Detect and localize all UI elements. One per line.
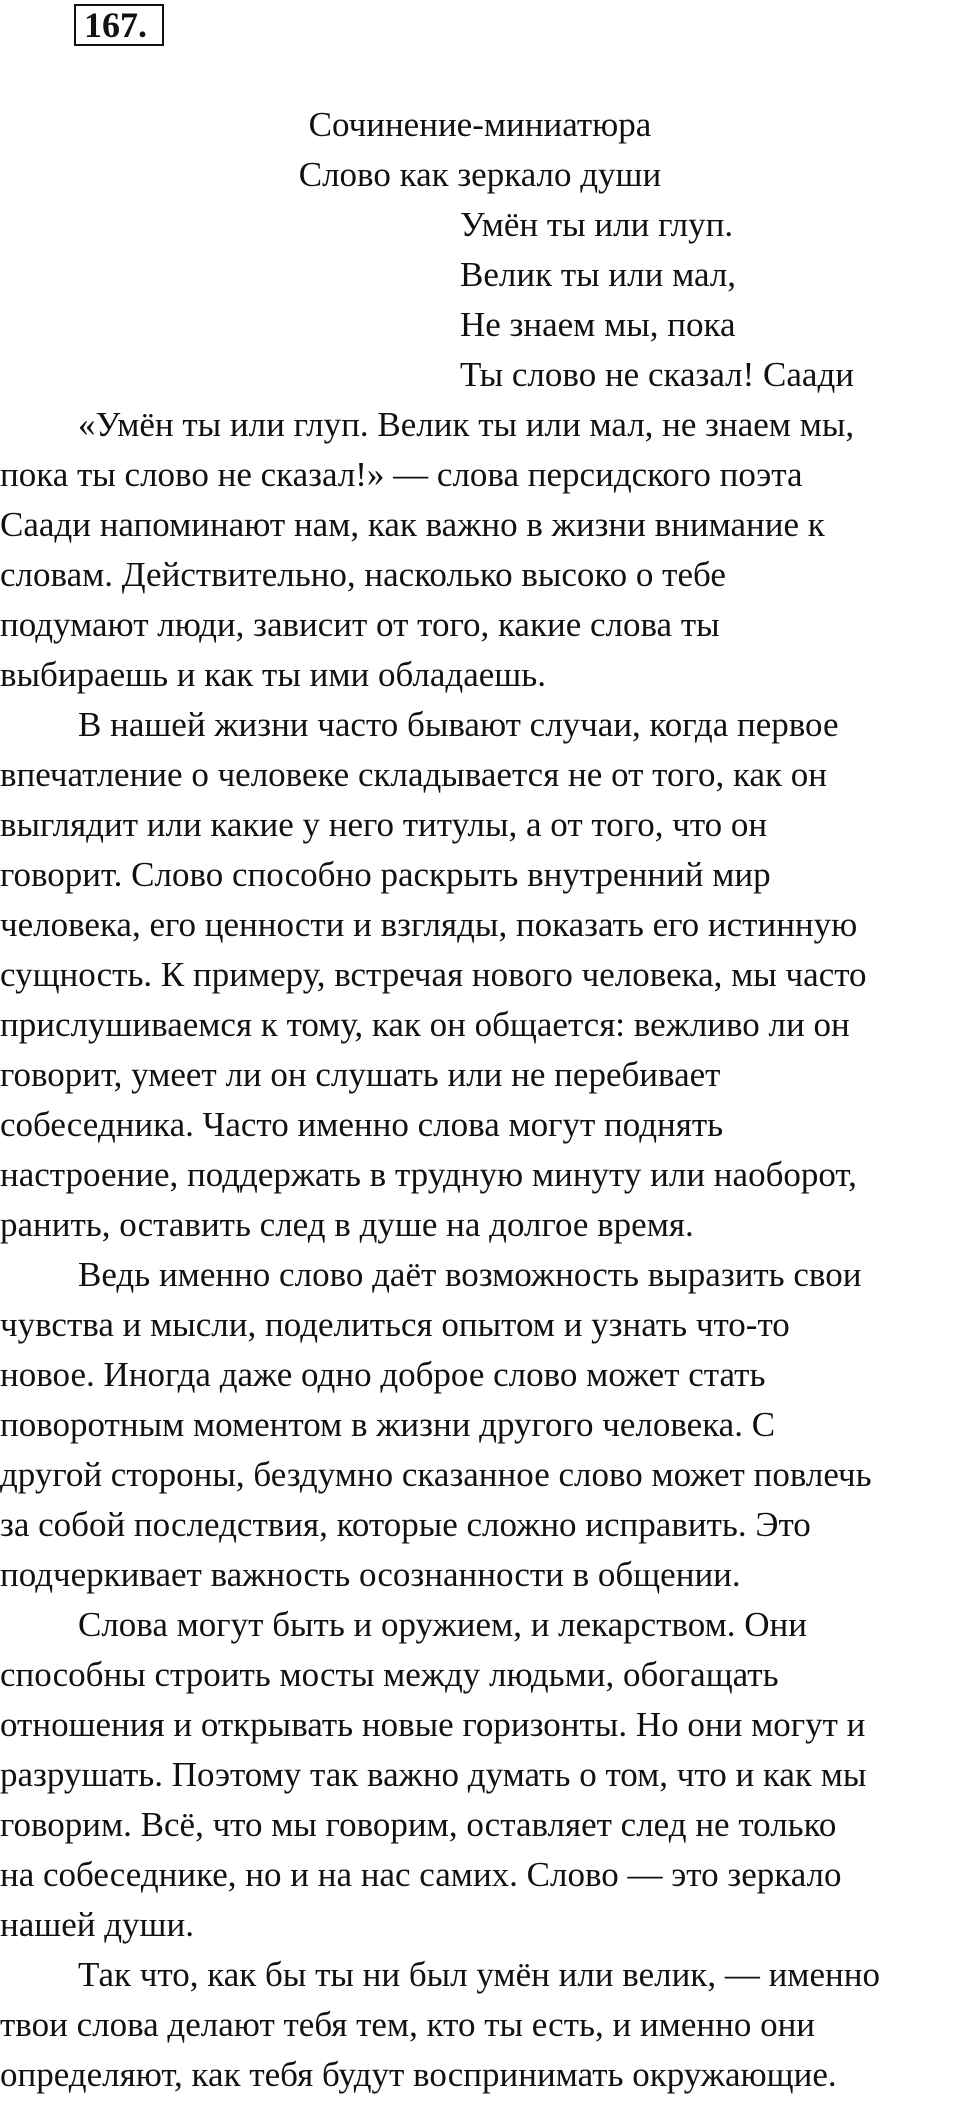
essay-title: Слово как зеркало души bbox=[298, 155, 662, 194]
paragraph-5 bbox=[0, 1950, 960, 2100]
paragraph-2 bbox=[0, 700, 960, 1250]
essay-genre: Сочинение-миниатюра bbox=[308, 105, 652, 144]
text-line: поворотным моментом в жизни другого человека. С bbox=[0, 1405, 776, 1444]
epigraph-line: Не знаем мы, пока bbox=[460, 305, 736, 344]
text-line: способны строить мосты между людьми, обогащать bbox=[0, 1655, 779, 1694]
text-line: говорит, умеет ли он слушать или не перебивает bbox=[0, 1055, 721, 1094]
text-line: отношения и открывать новые горизонты. Но они могут и bbox=[0, 1705, 866, 1744]
text-line: ранить, оставить след в душе на долгое время. bbox=[0, 1205, 694, 1244]
text-line: впечатление о человеке складывается не от того, как он bbox=[0, 755, 827, 794]
text-line: говорим. Всё, что мы говорим, оставляет след не только bbox=[0, 1805, 837, 1844]
text-line: подумают люди, зависит от того, какие слова ты bbox=[0, 605, 720, 644]
text-line: новое. Иногда даже одно доброе слово может стать bbox=[0, 1355, 766, 1394]
text-line: настроение, поддержать в трудную минуту или наоборот, bbox=[0, 1155, 857, 1194]
text-line: пока ты слово не сказал!» — слова персидского поэта bbox=[0, 455, 803, 494]
text-line: «Умён ты или глуп. Велик ты или мал, не знаем мы, bbox=[78, 405, 855, 444]
text-line: человека, его ценности и взгляды, показать его истинную bbox=[0, 905, 858, 944]
text-line: за собой последствия, которые сложно исправить. Это bbox=[0, 1505, 811, 1544]
essay-body bbox=[0, 400, 960, 2100]
text-line: выглядит или какие у него титулы, а от того, что он bbox=[0, 805, 768, 844]
epigraph bbox=[460, 200, 854, 400]
paragraph-1 bbox=[0, 400, 960, 700]
text-line: определяют, как тебя будут воспринимать окружающие. bbox=[0, 2055, 837, 2094]
text-line: другой стороны, бездумно сказанное слово может повлечь bbox=[0, 1455, 872, 1494]
text-line: нашей души. bbox=[0, 1905, 194, 1944]
text-line: В нашей жизни часто бывают случаи, когда первое bbox=[78, 705, 839, 744]
text-line: говорит. Слово способно раскрыть внутренний мир bbox=[0, 855, 771, 894]
text-line: чувства и мысли, поделиться опытом и узнать что-то bbox=[0, 1305, 790, 1344]
text-line: словам. Действительно, насколько высоко о тебе bbox=[0, 555, 726, 594]
text-line: разрушать. Поэтому так важно думать о том, что и как мы bbox=[0, 1755, 867, 1794]
epigraph-line: Ты слово не сказал! Саади bbox=[460, 355, 854, 394]
text-line: Так что, как бы ты ни был умён или велик, — именно bbox=[78, 1955, 880, 1994]
text-line: Слова могут быть и оружием, и лекарством. Они bbox=[78, 1605, 808, 1644]
epigraph-line: Велик ты или мал, bbox=[460, 255, 737, 294]
text-line: собеседника. Часто именно слова могут поднять bbox=[0, 1105, 724, 1144]
text-line: подчеркивает важность осознанности в общении. bbox=[0, 1555, 741, 1594]
task-number: 167. bbox=[84, 5, 147, 45]
task-number-box bbox=[74, 4, 164, 46]
text-line: прислушиваемся к тому, как он общается: вежливо ли он bbox=[0, 1005, 850, 1044]
essay-heading bbox=[0, 100, 960, 200]
paragraph-3 bbox=[0, 1250, 960, 1600]
text-line: сущность. К примеру, встречая нового человека, мы часто bbox=[0, 955, 867, 994]
text-line: твои слова делают тебя тем, кто ты есть, и именно они bbox=[0, 2005, 816, 2044]
text-line: выбираешь и как ты ими обладаешь. bbox=[0, 655, 546, 694]
text-line: Саади напоминают нам, как важно в жизни внимание к bbox=[0, 505, 825, 544]
paragraph-4 bbox=[0, 1600, 960, 1950]
text-line: Ведь именно слово даёт возможность выразить свои bbox=[78, 1255, 862, 1294]
text-line: на собеседнике, но и на нас самих. Слово — это зеркало bbox=[0, 1855, 842, 1894]
epigraph-line: Умён ты или глуп. bbox=[460, 205, 734, 244]
